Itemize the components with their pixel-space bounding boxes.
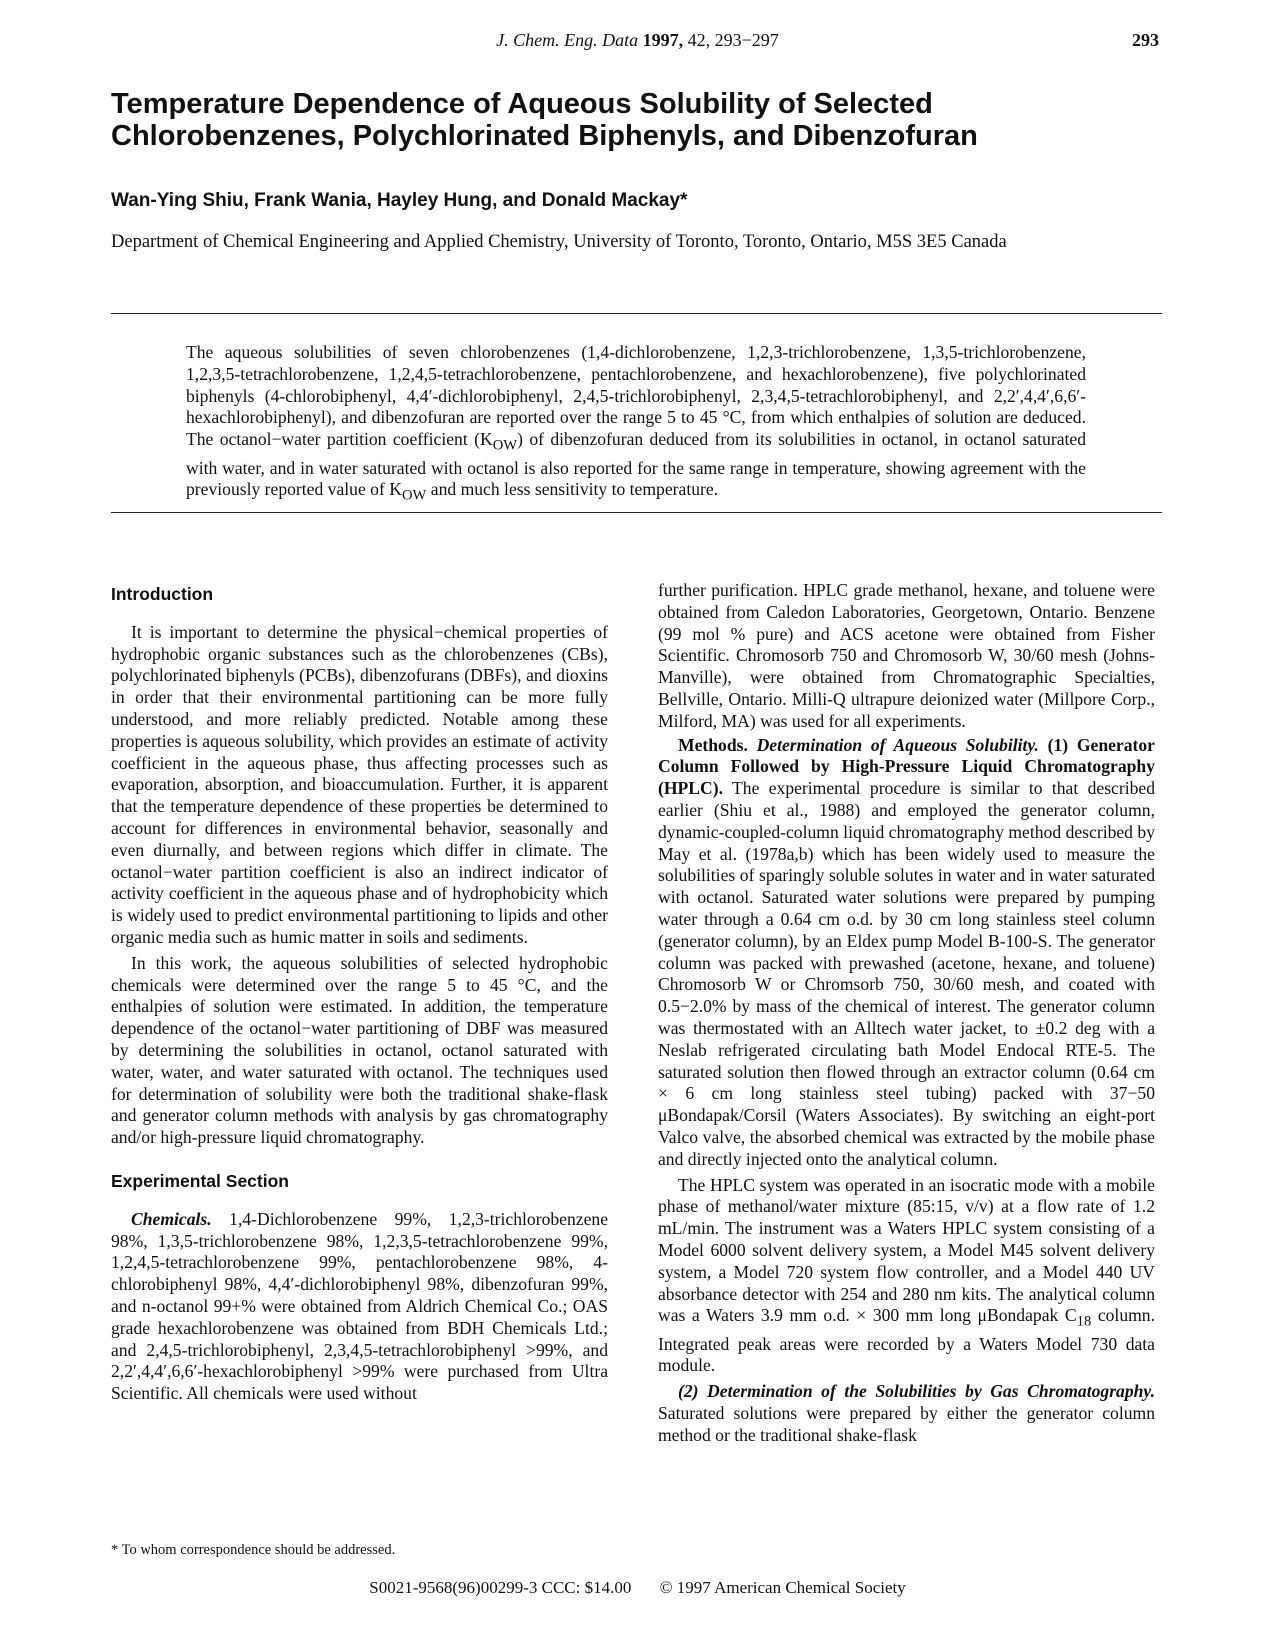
chemicals-text: 1,4-Dichlorobenzene 99%, 1,2,3-trichlorobenzene 98%, 1,3,5-trichlorobenzene 98%, 1,2,3,5-tetrachlorobenzene 99%, 1,2,4,5-tetrachlorobenzene 99%, pentachlorobenzene 98%, 4-chlorobiphenyl 98%, 4,4′-dichlorobiphenyl 98%, dibenzofuran 99%, and n-octanol 99+% were obtained from Aldrich Chemical Co.; OAS grade hexachlorobenzene was obtained from BDH Chemicals Ltd.; and 2,4,5-trichlorobiphenyl, 2,3,4,5-tetrachlorobiphenyl >99%, and 2,2′,4,4′,6,6′-hexachlorobiphenyl >99% were purchased from Ultra Scientific. All chemicals were used without: [111, 1208, 609, 1404]
methods-text: The experimental procedure is similar to that described earlier (Shiu et al., 1988) and employed the generator column, dynamic-coupled-column liquid chromatography method described by May et al. (1978a,b) which has been widely used to measure the solubilities of sparingly soluble solutes in water and in water saturated with octanol. Saturated water solutions were prepared by pumping water through a 0.64 cm o.d. by 30 cm long stainless steel column (generator column), by an Eldex pump Model B-100-S. The generator column was packed with prewashed (acetone, hexane, and toluene) Chromosorb W or Chromsorb 750, 30/60 mesh, and coated with 0.5−2.0% by mass of the chemical of interest. The generator column was thermostated with an Alltech water jacket, to ±0.2 deg with a Neslab refrigerated circulating bath Model Endocal RTE-5. The saturated solution then flowed through an extractor column (0.64 cm × 6 cm long stainless steel tubing) packed with 37−50 μBondapak/Corsil (Waters Associates). By switching an eight-port Valco valve, the absorbed chemical was extracted by the mobile phase and directly injected onto the analytical column.: [658, 778, 1155, 1169]
left-column: [111, 584, 608, 1405]
c18-subscript: 18: [1076, 1313, 1092, 1330]
methods-paragraph: [658, 735, 1155, 1171]
hplc-text-b: column. Integrated peak areas were recorded by a Waters Model 730 data module.: [658, 1305, 1155, 1376]
copyright: © 1997 American Chemical Society: [659, 1578, 906, 1597]
abstract-text-3: and much less sensitivity to temperature.: [426, 479, 719, 500]
page-number: 293: [1132, 30, 1159, 50]
methods-subheading: Determination of Aqueous Solubility.: [756, 734, 1039, 755]
hplc-text-a: The HPLC system was operated in an isocratic mode with a mobile phase of methanol/water mixture (85:15, v/v) at a flow rate of 1.2 mL/min. The instrument was a Waters HPLC system consisting of a Model 6000 solvent delivery system, a Model M45 solvent delivery system, a Model 720 system flow controller, and a Model 440 UV absorbance detector with 254 and 280 nm kits. The analytical column was a Waters 3.9 mm o.d. × 300 mm long μBondapak C: [658, 1174, 1155, 1326]
intro-paragraph-1: It is important to determine the physical−chemical properties of hydrophobic organic substances such as the chlorobenzenes (CBs), polychlorinated biphenyls (PCBs), dibenzofurans (DBFs), and dioxins in order that their environmental partitioning can be more fully understood, and more reliably predicted. Notable among these properties is aqueous solubility, which provides an estimate of activity coefficient in the aqueous phase, thus affecting processes such as evaporation, absorption, and bioaccumulation. Further, it is apparent that the temperature dependence of these properties be determined to account for differences in environmental behavior, seasonally and even diurnally, and between regions which differ in climate. The octanol−water partition coefficient is also an indirect indicator of activity coefficient in the aqueous phase and of hydrophobicity which is widely used to predict environmental partitioning to lipids and other organic media such as humic matter in soils and sediments.: [111, 621, 608, 947]
abstract-text-1: The aqueous solubilities of seven chlorobenzenes (1,4-dichlorobenzene, 1,2,3-trichlorobenzene, 1,3,5-trichlorobenzene, 1,2,3,5-tetrachlorobenzene, 1,2,4,5-tetrachlorobenzene, pentachlorobenzene, and hexachlorobenzene), five polychlorinated biphenyls (4-chlorobiphenyl, 4,4′-dichlorobiphenyl, 2,4,5-trichlorobiphenyl, 2,3,4,5-tetrachlorobiphenyl, and 2,2′,4,4′,6,6′-hexachlorobiphenyl), and dibenzofuran are reported over the range 5 to 45 °C, from which enthalpies of solution are deduced. The octanol−water partition coefficient (K: [186, 342, 1086, 450]
abstract-text-2: ) of dibenzofuran deduced from its solubilities in octanol, in octanol saturated with water, and in water saturated with octanol is also reported for the same range in temperature, showing agreement with the previously reported value of K: [186, 429, 1086, 500]
introduction-heading: Introduction: [111, 584, 214, 604]
right-paragraph-1: further purification. HPLC grade methanol, hexane, and toluene were obtained from Caledon Laboratories, Georgetown, Ontario. Benzene (99 mol % pure) and ACS acetone were obtained from Fisher Scientific. Chromosorb 750 and Chromosorb W, 30/60 mesh (Johns-Manville), were obtained from Chromatographic Specialties, Bellville, Ontario. Milli-Q ultrapure deionized water (Millpore Corp., Milford, MA) was used for all experiments.: [658, 580, 1155, 731]
page-footer: [0, 1578, 1275, 1598]
doi-code: S0021-9568(96)00299-3 CCC: $14.00: [369, 1578, 632, 1597]
chemicals-paragraph: [111, 1209, 608, 1405]
gc-paragraph: [658, 1381, 1155, 1446]
running-header: [0, 30, 1275, 51]
abstract: [186, 342, 1086, 508]
gc-text: Saturated solutions were prepared by either the generator column method or the traditional shake-flask: [658, 1403, 1155, 1445]
intro-paragraph-2: In this work, the aqueous solubilities of selected hydrophobic chemicals were determined over the range 5 to 45 °C, and the enthalpies of solution were estimated. In addition, the temperature dependence of the octanol−water partitioning of DBF was measured by determining the solubilities in octanol, octanol saturated with water, water, and water saturated with octanol. The techniques used for determination of solubility were both the traditional shake-flask and generator column methods with analysis by gas chromatography and/or high-pressure liquid chromatography.: [111, 952, 608, 1148]
hplc-paragraph: [658, 1175, 1155, 1378]
methods-label: Methods.: [678, 734, 748, 755]
kow-subscript-2: OW: [401, 487, 427, 504]
article-title: Temperature Dependence of Aqueous Solubility of Selected Chlorobenzenes, Polychlorinated Biphenyls, and Dibenzofuran: [111, 88, 978, 152]
journal-name: J. Chem. Eng. Data: [496, 30, 639, 50]
experimental-heading: Experimental Section: [111, 1170, 289, 1191]
methods-subheading-2: (1) Generator Column Followed by High-Pressure Liquid Chromatography (HPLC).: [658, 734, 1155, 799]
abstract-top-rule: [111, 313, 1162, 314]
chemicals-label: Chemicals.: [131, 1208, 212, 1229]
kow-subscript-1: OW: [492, 437, 518, 454]
author-list: Wan-Ying Shiu, Frank Wania, Hayley Hung, and Donald Mackay*: [111, 190, 688, 211]
abstract-bottom-rule: [111, 512, 1162, 513]
volume-pages: 42, 293−297: [687, 30, 779, 50]
journal-year: 1997,: [642, 30, 684, 50]
gc-label: (2) Determination of the Solubilities by Gas Chromatography.: [678, 1381, 1155, 1402]
right-column: [658, 580, 1155, 1447]
correspondence-footnote: * To whom correspondence should be addressed.: [111, 1542, 396, 1558]
section-gap: [111, 1149, 608, 1171]
affiliation: Department of Chemical Engineering and Applied Chemistry, University of Toronto, Toronto, Ontario, M5S 3E5 Canada: [111, 232, 1007, 252]
